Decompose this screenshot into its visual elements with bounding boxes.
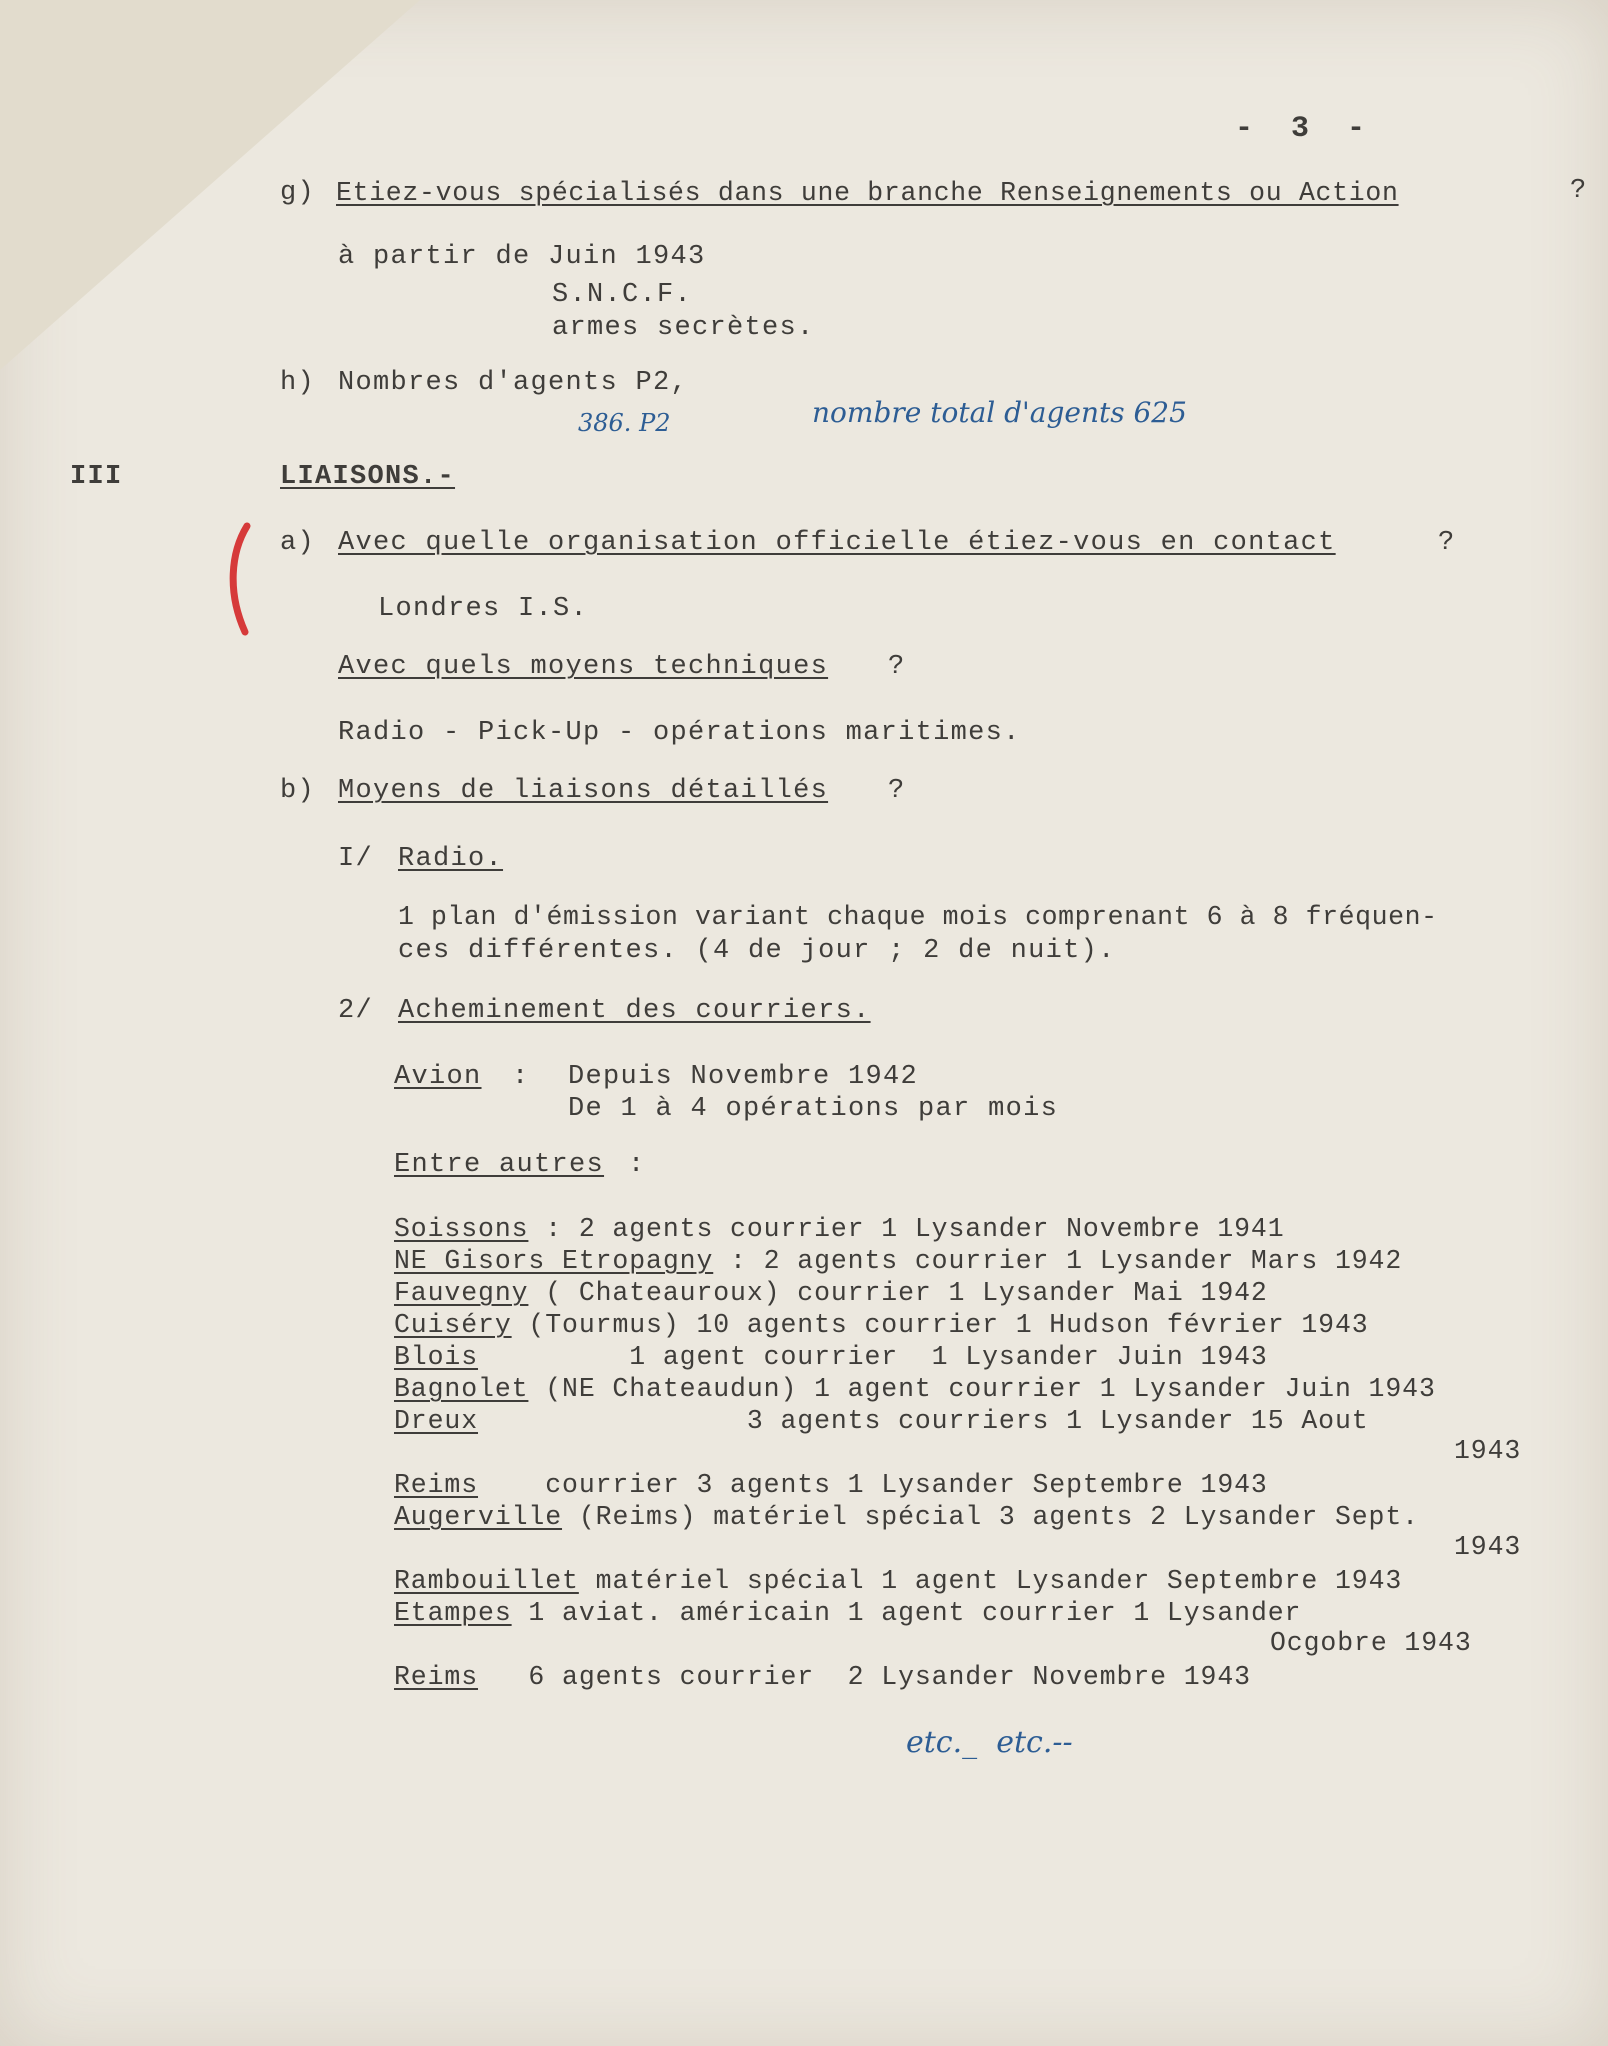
section-h-letter: h) xyxy=(280,368,316,398)
operation-row xyxy=(394,1502,1419,1532)
page-number: - 3 - xyxy=(1235,112,1376,146)
avion-line-2: De 1 à 4 opérations par mois xyxy=(568,1094,1059,1124)
operation-row xyxy=(394,1662,1251,1692)
operation-row xyxy=(1454,1532,1521,1562)
operation-detail: (Reims) matériel spécial 3 agents 2 Lysander Sept. xyxy=(562,1502,1419,1532)
operation-place: Reims xyxy=(394,1662,479,1692)
operation-detail: Ocgobre 1943 xyxy=(1270,1628,1472,1658)
avion-label: Avion xyxy=(394,1062,482,1092)
radio-number: I/ xyxy=(338,844,374,874)
section-a-mark-2: ? xyxy=(888,652,906,682)
operation-detail: : 2 agents courrier 1 Lysander Mars 1942 xyxy=(713,1246,1403,1276)
operation-detail: 1 aviat. américain 1 agent courrier 1 Lysander xyxy=(511,1598,1302,1628)
radio-title: Radio. xyxy=(398,844,504,874)
avion-colon: : xyxy=(512,1062,530,1092)
section-a-question-2: Avec quels moyens techniques xyxy=(338,652,829,682)
section-b-question: Moyens de liaisons détaillés xyxy=(338,776,829,806)
operation-place: Dreux xyxy=(394,1406,479,1436)
operation-place: Bagnolet xyxy=(394,1374,529,1404)
operation-detail: (NE Chateaudun) 1 agent courrier 1 Lysander Juin 1943 xyxy=(528,1374,1436,1404)
operation-place: Blois xyxy=(394,1342,479,1372)
section-a-letter: a) xyxy=(280,528,316,558)
section-a-question: Avec quelle organisation officielle étiez-vous en contact xyxy=(338,528,1336,558)
operation-row xyxy=(394,1406,1369,1436)
operation-detail: : 2 agents courrier 1 Lysander Novembre 1941 xyxy=(528,1214,1285,1244)
entre-autres-colon: : xyxy=(628,1150,646,1180)
section-g-answer-1: à partir de Juin 1943 xyxy=(338,242,706,272)
section-g-mark: ? xyxy=(1570,176,1588,206)
courrier-title: Acheminement des courriers. xyxy=(398,996,871,1026)
section-g-answer-3: armes secrètes. xyxy=(552,313,815,343)
radio-line-1: 1 plan d'émission variant chaque mois comprenant 6 à 8 fréquen- xyxy=(398,902,1438,932)
section-h-question: Nombres d'agents P2, xyxy=(338,368,689,398)
operation-row xyxy=(394,1342,1268,1372)
section-numeral: III xyxy=(70,462,123,492)
section-g-letter: g) xyxy=(280,178,316,208)
operation-detail: 6 agents courrier 2 Lysander Novembre 1943 xyxy=(478,1662,1251,1692)
operation-detail: courrier 3 agents 1 Lysander Septembre 1943 xyxy=(478,1470,1268,1500)
section-g-question: Etiez-vous spécialisés dans une branche Renseignements ou Action xyxy=(336,178,1399,208)
operation-row xyxy=(1270,1628,1472,1658)
operation-detail: matériel spécial 1 agent Lysander Septembre 1943 xyxy=(578,1566,1403,1596)
section-g-answer-2: S.N.C.F. xyxy=(552,280,693,310)
operation-place: Soissons xyxy=(394,1214,529,1244)
section-title: LIAISONS.- xyxy=(280,462,456,492)
operation-row xyxy=(394,1470,1268,1500)
operation-row xyxy=(394,1278,1268,1308)
section-a-mark: ? xyxy=(1438,528,1456,558)
operation-row xyxy=(394,1246,1402,1276)
section-b-letter: b) xyxy=(280,776,316,806)
operation-row xyxy=(394,1214,1285,1244)
operation-place: Reims xyxy=(394,1470,479,1500)
operation-place: Etampes xyxy=(394,1598,512,1628)
radio-line-2: ces différentes. (4 de jour ; 2 de nuit). xyxy=(398,936,1116,966)
operation-place: NE Gisors Etropagny xyxy=(394,1246,714,1276)
operation-detail: 1943 xyxy=(1454,1436,1522,1466)
operation-detail: ( Chateauroux) courrier 1 Lysander Mai 1942 xyxy=(528,1278,1268,1308)
operation-detail: 1943 xyxy=(1454,1532,1522,1562)
section-a-answer-2: Radio - Pick-Up - opérations maritimes. xyxy=(338,718,1021,748)
avion-line-1: Depuis Novembre 1942 xyxy=(568,1062,919,1092)
operation-place: Fauvegny xyxy=(394,1278,529,1308)
operation-row xyxy=(1454,1436,1521,1466)
operation-row xyxy=(394,1310,1369,1340)
operation-detail: 3 agents courriers 1 Lysander 15 Aout xyxy=(478,1406,1369,1436)
operation-row xyxy=(394,1374,1436,1404)
red-pencil-mark xyxy=(225,522,251,637)
operation-place: Augerville xyxy=(394,1502,563,1532)
section-a-answer: Londres I.S. xyxy=(378,594,589,624)
operation-row xyxy=(394,1566,1402,1596)
section-b-mark: ? xyxy=(888,776,906,806)
operation-place: Rambouillet xyxy=(394,1566,579,1596)
operation-row xyxy=(394,1598,1301,1628)
hand-etc: etc._ etc.-- xyxy=(906,1725,1073,1760)
operation-place: Cuiséry xyxy=(394,1310,512,1340)
hand-total-agents: nombre total d'agents 625 xyxy=(812,396,1187,429)
entre-autres-label: Entre autres xyxy=(394,1150,605,1180)
hand-p2-count: 386. P2 xyxy=(578,409,671,437)
courrier-number: 2/ xyxy=(338,996,374,1026)
operation-detail: (Tourmus) 10 agents courrier 1 Hudson février 1943 xyxy=(511,1310,1369,1340)
operation-detail: 1 agent courrier 1 Lysander Juin 1943 xyxy=(478,1342,1268,1372)
